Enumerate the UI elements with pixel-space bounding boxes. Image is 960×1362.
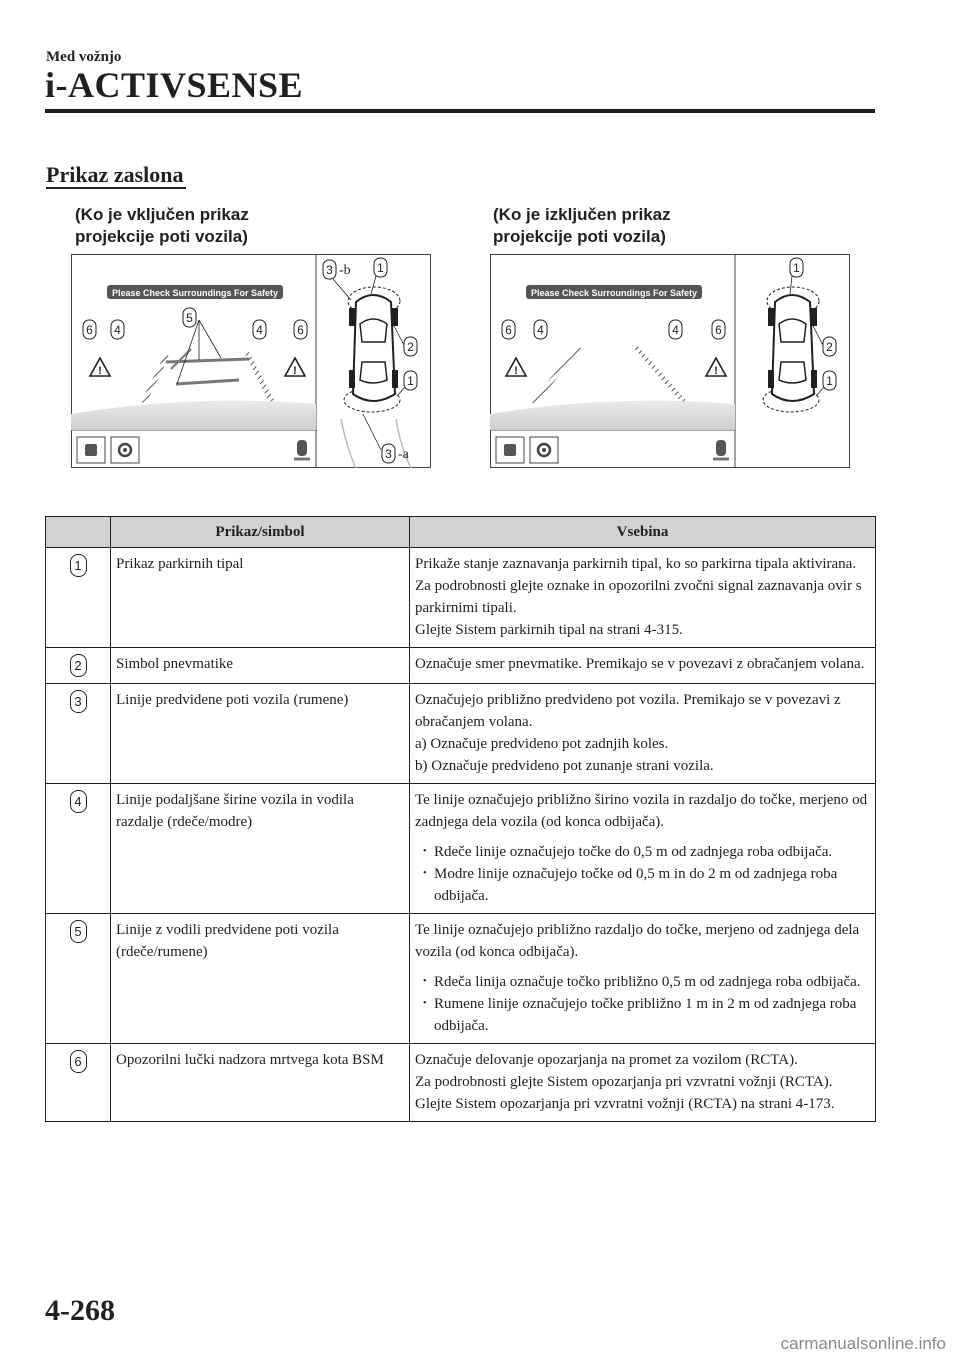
marker-label: 1 <box>407 374 414 388</box>
row-symbol: Simbol pnevmatike <box>111 648 410 684</box>
content-line: Za podrobnosti glejte oznake in opozorilni zvočni signal zaznavanja ovir s parkirnimi tipali. <box>415 578 862 616</box>
marker-6-left <box>83 320 96 339</box>
marker-label: 1 <box>377 261 384 275</box>
marker-suffix: -a <box>398 447 409 462</box>
content-line: Označujejo približno predvideno pot vozila. Premikajo se v povezavi z obračanjem volana. <box>415 692 841 730</box>
marker-1-bottom <box>404 371 417 390</box>
caption-line: (Ko je izključen prikaz <box>493 205 671 224</box>
marker-4-left <box>111 320 124 339</box>
marker-label: 6 <box>297 323 304 337</box>
row-number-badge: 2 <box>70 654 87 677</box>
marker-1-bottom <box>823 371 836 390</box>
row-number-badge: 4 <box>70 790 87 813</box>
marker-4-right <box>253 320 266 339</box>
table-row <box>46 684 876 784</box>
marker-label: 1 <box>826 374 833 388</box>
row-symbol: Linije predvidene poti vozila (rumene) <box>111 684 410 784</box>
table-row <box>46 648 876 684</box>
content-line: Te linije označujejo približno razdaljo do točke, merjeno od zadnjega dela vozila (od konca odbijača). <box>415 922 860 960</box>
marker-1-top <box>374 258 387 277</box>
figure-caption-right <box>493 204 671 248</box>
svg-text:!: ! <box>514 365 518 377</box>
warning-banner <box>107 285 283 299</box>
marker-4-left <box>534 320 547 339</box>
page-number: 4-268 <box>45 1294 115 1327</box>
bullet-list <box>415 971 870 1037</box>
bullet-item: • Rumene linije označujejo točke približno 1 m in 2 m od zadnjega roba odbijača. <box>415 993 870 1037</box>
marker-6-right <box>712 320 725 339</box>
table-row <box>46 914 876 1044</box>
caption-line: (Ko je vključen prikaz <box>75 205 249 224</box>
content-line: Za podrobnosti glejte Sistem opozarjanja pri vzvratni vožnji (RCTA). <box>415 1074 833 1090</box>
row-symbol: Prikaz parkirnih tipal <box>111 548 410 648</box>
content-line: Glejte Sistem opozarjanja pri vzvratni vožnji (RCTA) na strani 4-173. <box>415 1096 835 1112</box>
marker-2 <box>823 337 836 356</box>
row-content <box>410 914 876 1044</box>
watermark: carmanualsonline.info <box>780 1334 946 1353</box>
marker-label: 3 <box>326 263 333 277</box>
table-row <box>46 784 876 914</box>
row-number <box>46 684 111 784</box>
content-line: Označuje delovanje opozarjanja na promet za vozilom (RCTA). <box>415 1052 798 1068</box>
content-line: a) Označuje predvideno pot zadnjih koles. <box>415 736 669 752</box>
content-line: Te linije označujejo približno širino vozila in razdaljo do točke, merjeno od zadnjega dela vozila (od konca odbijača). <box>415 792 868 830</box>
caption-line: projekcije poti vozila) <box>75 227 248 246</box>
marker-label: 6 <box>715 323 722 337</box>
row-content <box>410 648 876 684</box>
subtitle-underline <box>46 187 186 189</box>
table-row <box>46 548 876 648</box>
marker-label: 4 <box>256 323 263 337</box>
screen-figure-projection-on <box>71 254 431 468</box>
content-line: b) Označuje predvideno pot zunanje strani vozila. <box>415 758 714 774</box>
marker-4-right <box>669 320 682 339</box>
row-number-badge: 1 <box>70 554 87 577</box>
row-number-badge: 6 <box>70 1050 87 1073</box>
header-empty <box>46 517 111 548</box>
header-rule <box>45 109 875 113</box>
row-number <box>46 784 111 914</box>
header-content: Vsebina <box>410 517 876 548</box>
content-line: Glejte Sistem parkirnih tipal na strani 4-315. <box>415 622 683 638</box>
banner-text: Please Check Surroundings For Safety <box>530 288 698 298</box>
row-content <box>410 684 876 784</box>
row-symbol: Opozorilni lučki nadzora mrtvega kota BSM <box>111 1044 410 1122</box>
bullet-item: • Rdeče linije označujejo točke do 0,5 m od zadnjega roba odbijača. <box>415 841 870 863</box>
row-content <box>410 1044 876 1122</box>
content-line: Prikaže stanje zaznavanja parkirnih tipal, ko so parkirna tipala aktivirana. <box>415 556 857 572</box>
section-title: Med vožnjo <box>46 49 122 65</box>
marker-label: 6 <box>505 323 512 337</box>
header-symbol: Prikaz/simbol <box>111 517 410 548</box>
camera-view-icon <box>504 444 516 456</box>
content-line: Označuje smer pnevmatike. Premikajo se v povezavi z obračanjem volana. <box>415 656 865 672</box>
chapter-title: i-ACTIVSENSE <box>45 65 304 105</box>
row-number <box>46 1044 111 1122</box>
svg-text:!: ! <box>714 365 718 377</box>
svg-text:!: ! <box>293 365 297 377</box>
info-table <box>45 516 876 1122</box>
caption-line: projekcije poti vozila) <box>493 227 666 246</box>
marker-label: 6 <box>86 323 93 337</box>
table-header-row <box>46 517 876 548</box>
table-row <box>46 1044 876 1122</box>
marker-label: 1 <box>793 261 800 275</box>
marker-suffix: -b <box>339 263 351 278</box>
marker-2 <box>404 337 417 356</box>
subtitle: Prikaz zaslona <box>46 162 184 187</box>
row-number-badge: 3 <box>70 690 87 713</box>
row-number-badge: 5 <box>70 920 87 943</box>
row-number <box>46 914 111 1044</box>
row-number <box>46 548 111 648</box>
row-content <box>410 548 876 648</box>
row-symbol: Linije z vodili predvidene poti vozila (rdeče/rumene) <box>111 914 410 1044</box>
row-symbol: Linije podaljšane širine vozila in vodila razdalje (rdeče/modre) <box>111 784 410 914</box>
marker-5 <box>183 308 196 327</box>
camera-view-icon <box>85 444 97 456</box>
marker-label: 3 <box>385 447 392 461</box>
bullet-list <box>415 841 870 907</box>
marker-label: 5 <box>186 311 193 325</box>
banner-text: Please Check Surroundings For Safety <box>111 288 279 298</box>
marker-label: 4 <box>114 323 121 337</box>
marker-label: 2 <box>826 340 833 354</box>
screen-figure-projection-off <box>490 254 850 468</box>
marker-label: 4 <box>537 323 544 337</box>
marker-6-left <box>502 320 515 339</box>
svg-text:!: ! <box>98 365 102 377</box>
bullet-item: • Modre linije označujejo točke od 0,5 m in do 2 m od zadnjega roba odbijača. <box>415 863 870 907</box>
marker-label: 2 <box>407 340 414 354</box>
marker-label: 4 <box>672 323 679 337</box>
row-number <box>46 648 111 684</box>
row-content <box>410 784 876 914</box>
figure-caption-left <box>75 204 249 248</box>
bullet-item: • Rdeča linija označuje točko približno 0,5 m od zadnjega roba odbijača. <box>415 971 870 993</box>
marker-6-right <box>294 320 307 339</box>
warning-banner <box>526 285 702 299</box>
marker-1-top <box>790 258 803 277</box>
